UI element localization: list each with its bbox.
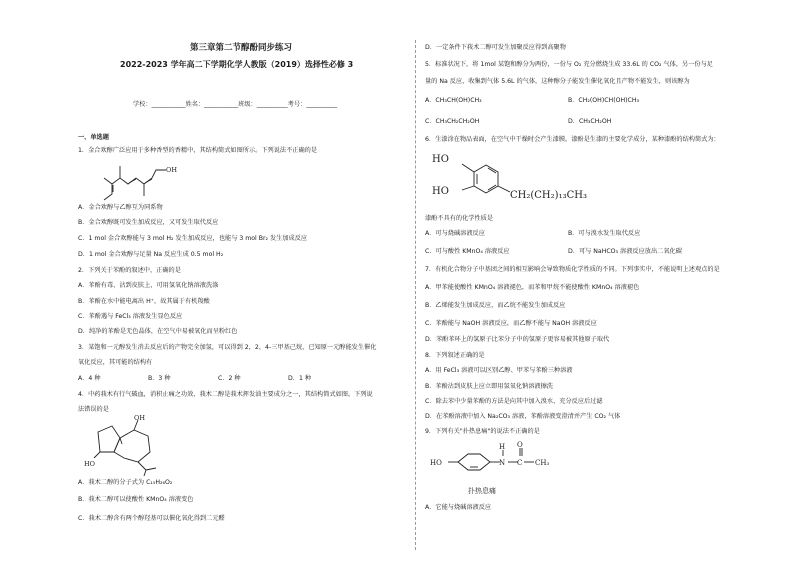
q5-option-b[interactable]: B．CH₂(OH)CH(OH)CH₃ bbox=[568, 97, 640, 104]
q2-stem: 2．下列关于苯酚的叙述中，正确的是 bbox=[78, 267, 181, 274]
q1-option-c[interactable]: C．1 mol 金合欢醇能与 3 mol H₂ 发生加成反应，也能与 3 mol Br₂ 发生加成反应 bbox=[78, 235, 308, 242]
q2-option-b[interactable]: B．苯酚在水中能电离出 H⁺，故其属于有机羧酸 bbox=[78, 298, 210, 305]
q3-stem-line2: 氧化反应，其可能的结构有 bbox=[78, 359, 153, 366]
ezhu-diol-structure-figure bbox=[84, 414, 174, 476]
q8-stem: 8．下列叙述正确的是 bbox=[425, 352, 485, 359]
q7-stem: 7．有机化合物分子中基团之间的相互影响会导致物质化学性质的不同。下列事实中，不能说明上述观点的是 bbox=[425, 266, 720, 273]
q9-option-a[interactable]: A．它能与烧碱溶液反应 bbox=[425, 504, 492, 511]
oh-label-top: OH bbox=[134, 414, 145, 422]
q1-option-a[interactable]: A．金合欢醇与乙醇互为同系物 bbox=[78, 204, 163, 211]
q8-option-a[interactable]: A．用 FeCl₃ 溶液可以区别乙醇、甲苯与苯酚三种溶液 bbox=[425, 367, 573, 374]
q6-option-b[interactable]: B．可与溴水发生取代反应 bbox=[568, 230, 641, 237]
q4-stem-line1: 4．中药莪术有行气破血，消积止痛之功效，莪术二醇是莪术挥发油主要成分之一，其结构简式如图。下列说 bbox=[78, 391, 373, 398]
q7-option-d[interactable]: D．苯酚苯环上的氢原子比苯分子中的氢原子更容易被其他原子取代 bbox=[425, 336, 610, 343]
q7-option-c[interactable]: C．苯酚能与 NaOH 溶液反应，而乙醇不能与 NaOH 溶液反应 bbox=[425, 320, 597, 327]
q4-option-b[interactable]: B．莪术二醇可以使酸性 KMnO₄ 溶液变色 bbox=[78, 496, 194, 503]
ho-label-2: HO bbox=[432, 186, 449, 197]
q4-option-a[interactable]: A．莪术二醇的分子式为 C₁₅H₂₆O₂ bbox=[78, 479, 173, 486]
q5-option-d[interactable]: D．CH₃CH₂OH bbox=[568, 118, 612, 125]
paracetamol-structure-figure bbox=[430, 440, 560, 500]
q3-option-c[interactable]: C．2 种 bbox=[218, 375, 241, 382]
side-chain-label: CH₂(CH₂)₁₃CH₃ bbox=[510, 190, 587, 201]
q3-option-d[interactable]: D．1 种 bbox=[288, 375, 312, 382]
q6-stem-line2: 漆酚不具有的化学性质是 bbox=[425, 215, 494, 222]
ho-label-1: HO bbox=[432, 154, 449, 165]
q6-stem: 6．生漆涂在物品表面，在空气中干燥时会产生漆膜。漆酚是生漆的主要化学成分，某种漆酚的结构简式为： bbox=[425, 136, 720, 143]
q7-option-a[interactable]: A．甲苯能使酸性 KMnO₄ 溶液褪色，而苯和甲烷不能使酸性 KMnO₄ 溶液褪色 bbox=[425, 284, 640, 291]
q2-option-a[interactable]: A．苯酚有毒，沾到皮肤上，可用氢氧化钠溶液洗涤 bbox=[78, 282, 219, 289]
q4-option-d[interactable]: D．一定条件下莪术二醇可发生加聚反应得到高聚物 bbox=[425, 44, 566, 51]
q1-option-b[interactable]: B．金合欢醇既可发生加成反应，又可发生取代反应 bbox=[78, 219, 219, 226]
q5-stem-line1: 5．标准状况下，将 1mol 某饱和醇分为两份，一份与 O₂ 充分燃烧生成 33.6L 的 CO₂ 气体，另一份与足 bbox=[425, 61, 713, 68]
q3-option-a[interactable]: A．4 种 bbox=[78, 375, 101, 382]
q8-option-d[interactable]: D．在苯酚溶液中加入 Na₂CO₃ 溶液，苯酚溶液变澄清并产生 CO₂ 气体 bbox=[425, 413, 621, 420]
q5-option-a[interactable]: A．CH₃CH(OH)CH₃ bbox=[425, 97, 482, 104]
c-label: C bbox=[517, 459, 523, 467]
ch3-label: CH₃ bbox=[535, 459, 550, 467]
q7-option-b[interactable]: B．乙烯能发生加成反应，而乙烷不能发生加成反应 bbox=[425, 302, 566, 309]
column-divider bbox=[415, 40, 416, 550]
urushiol-structure-figure bbox=[430, 150, 590, 212]
q1-option-d[interactable]: D．1 mol 金合欢醇与足量 Na 反应生成 0.5 mol H₂ bbox=[78, 251, 224, 258]
q9-stem: 9．下列有关"扑热息痛"的说法不正确的是 bbox=[425, 428, 540, 435]
q5-stem-line2: 量的 Na 反应，收集到气体 5.6L 的气体，这种醇分子能发生催化氧化且产物不能发生，则该醇为 bbox=[425, 78, 690, 85]
ho-label-bottom: HO bbox=[84, 460, 95, 468]
q1-stem: 1．金合欢醇广泛应用于多种香型的香精中，其结构简式如图所示。下列说法不正确的是 bbox=[78, 147, 318, 154]
ho-label: HO bbox=[430, 459, 442, 467]
q6-option-c[interactable]: C．可与酸性 KMnO₄ 溶液反应 bbox=[425, 248, 510, 255]
q6-option-d[interactable]: D．可与 NaHCO₃ 溶液反应放出二氧化碳 bbox=[568, 248, 682, 255]
q2-option-d[interactable]: D．纯净的苯酚是无色晶体，在空气中易被氧化而呈粉红色 bbox=[78, 328, 238, 335]
student-info-fields: 学校：___________姓名：___________班级：__________考号：__________ bbox=[133, 101, 338, 108]
h-label: H bbox=[499, 443, 506, 451]
q6-option-a[interactable]: A．可与烧碱溶液反应 bbox=[425, 230, 485, 237]
q3-stem-line1: 3．某饱和一元醇发生消去反应后的产物完全加氢，可以得到 2，2，4-三甲基己烷，已知原一元醇能发生催化 bbox=[78, 344, 377, 351]
q8-option-b[interactable]: B．苯酚沾到皮肤上应立即用氢氧化钠溶液擦洗 bbox=[425, 383, 553, 390]
oh-label: OH bbox=[166, 166, 177, 174]
page-subtitle: 2022-2023 学年高二下学期化学人教版（2019）选择性必修 3 bbox=[120, 60, 354, 69]
q5-option-c[interactable]: C．CH₃CH₂CH₂OH bbox=[425, 118, 480, 125]
q8-option-c[interactable]: C．除去苯中少量苯酚的方法是向其中加入溴水，充分反应后过滤 bbox=[425, 398, 603, 405]
q4-stem-line2: 法错误的是 bbox=[78, 406, 109, 413]
page-title: 第三章第二节醇酚同步练习 bbox=[190, 43, 293, 53]
q2-option-c[interactable]: C．苯酚遇与 FeCl₃ 溶液发生显色反应 bbox=[78, 313, 183, 320]
farnesol-structure-figure bbox=[94, 156, 177, 206]
section-heading: 一、单选题 bbox=[78, 134, 109, 141]
q3-option-b[interactable]: B．3 种 bbox=[148, 375, 171, 382]
q4-option-c[interactable]: C．莪术二醇含有两个醇羟基可以催化氧化得到二元醛 bbox=[78, 515, 225, 522]
paracetamol-caption: 扑热息痛 bbox=[468, 487, 496, 495]
o-label: O bbox=[517, 441, 523, 449]
n-label: N bbox=[499, 459, 506, 467]
